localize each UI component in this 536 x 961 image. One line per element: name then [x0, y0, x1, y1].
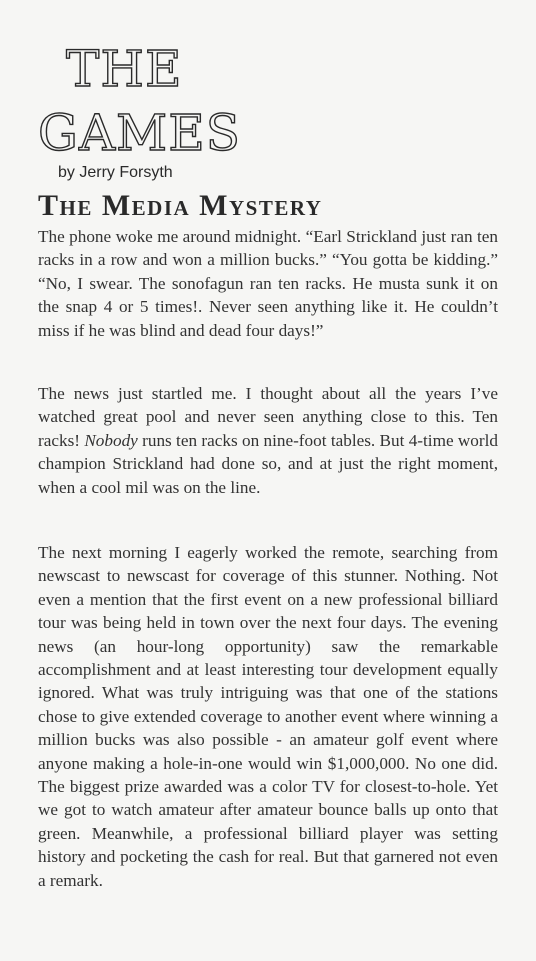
paragraph-3: The next morning I eagerly worked the remote, searching from newscast to newscast for coverage of this stunner. Nothing. Not even a mention that the first event on a new professional billiard tour was being held in town over the next four days. The evening news (an hour-long opportunity) saw the remarkable accomplishment and at least interesting tour development equally ignored. What was truly intriguing was that one of the stations chose to give extended coverage to another event where winning a million bucks was also possible - an amateur golf event where anyone making a hole-in-one would win $1,000,000. No one did. The biggest prize awarded was a color TV for closest-to-hole. Yet we got to watch amateur after amateur bounce balls up onto that green. Meanwhile, a professional billiard player was setting history and pocketing the cash for real. But that garnered not even a remark. — [38, 543, 498, 890]
byline: by Jerry Forsyth — [58, 164, 173, 181]
title-games: GAMES — [38, 104, 241, 162]
paragraph-1: The phone woke me around midnight. “Earl Strickland just ran ten racks in a row and won a million bucks.” “You gotta be kidding.” “No, I swear. The sonofagun ran ten racks. He musta sunk it on the snap 4 or 5 times!. Never seen anything like it. He couldn’t miss if he was blind and dead four days!” — [38, 227, 498, 340]
article-headline: The Media Mystery — [38, 189, 323, 222]
title-the: THE — [66, 40, 183, 98]
paragraph-2 — [38, 382, 498, 499]
paragraph-2-end: runs ten racks on nine-foot tables. But 4-time world champion Strickland had done so, and at just the right moment, when a cool mil was on the line. — [38, 430, 498, 497]
paragraph-2-start: The news just startled me. I thought about all the years I’ve watched great pool and never seen anything close to this. Ten racks! — [38, 384, 498, 450]
paragraph-2-emphasis: Nobody — [84, 430, 138, 450]
